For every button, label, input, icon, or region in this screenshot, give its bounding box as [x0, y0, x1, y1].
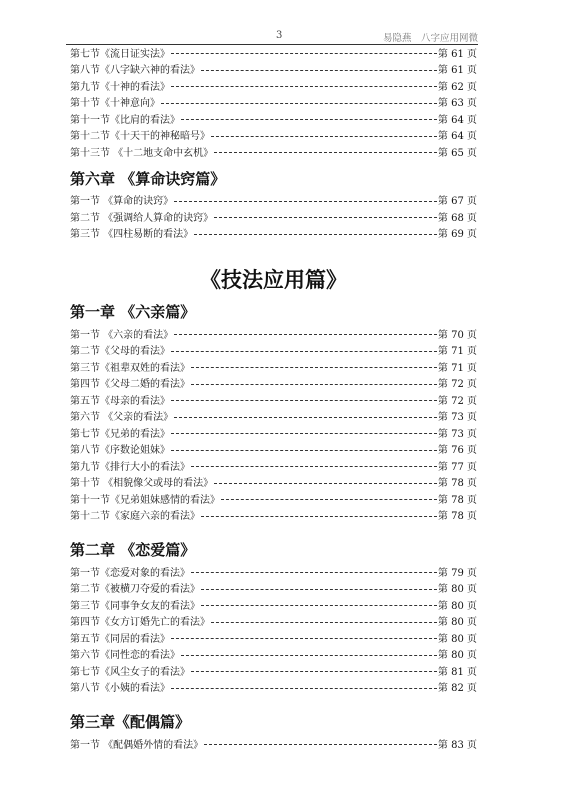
dot-leader — [171, 399, 437, 401]
dot-leader — [221, 498, 437, 500]
toc-entry-page: 第 65 页 — [437, 147, 477, 159]
toc-entry[interactable] — [70, 457, 477, 474]
toc-entry-page: 第 67 页 — [437, 196, 477, 208]
toc-entry-page: 第 69 页 — [437, 229, 477, 241]
toc-entry[interactable] — [70, 629, 477, 646]
toc-entry-page: 第 80 页 — [437, 584, 477, 596]
header-right-text: 易隐燕 八字应用网微 — [382, 33, 478, 44]
toc-entry-page: 第 78 页 — [437, 494, 477, 506]
dot-leader — [171, 52, 437, 54]
toc-entry[interactable] — [70, 61, 477, 78]
toc-entry-label: 第三节《同事争女友的看法》 — [70, 600, 200, 612]
toc-entry-page: 第 72 页 — [437, 379, 477, 391]
dot-leader — [171, 350, 437, 352]
toc-entry[interactable] — [70, 679, 477, 696]
toc-entry[interactable] — [70, 408, 477, 425]
toc-entry[interactable] — [70, 94, 477, 111]
toc-entry-page: 第 79 页 — [437, 567, 477, 579]
toc-entry-label: 第十一节《比肩的看法》 — [70, 114, 180, 126]
toc-entry-label: 第一节 《算命的诀窍》 — [70, 196, 174, 208]
toc-entry-label: 第三节 《四柱易断的看法》 — [70, 229, 194, 241]
toc-entry[interactable] — [70, 192, 477, 209]
toc-entry[interactable] — [70, 596, 477, 613]
dot-leader — [191, 465, 437, 467]
page-header — [0, 27, 562, 43]
toc-entry[interactable] — [70, 613, 477, 630]
toc-entry-page: 第 78 页 — [437, 511, 477, 523]
toc-section-part-chapter3 — [70, 735, 477, 752]
toc-entry-label: 第四节《女方订婚先亡的看法》 — [70, 617, 210, 629]
toc-entry[interactable] — [70, 44, 477, 61]
toc-entry-label: 第七节《兄弟的看法》 — [70, 428, 170, 440]
toc-entry-page: 第 73 页 — [437, 428, 477, 440]
toc-entry-label: 第一节 《配偶婚外情的看法》 — [70, 739, 204, 751]
dot-leader — [171, 85, 437, 87]
toc-entry[interactable] — [70, 342, 477, 359]
toc-entry-page: 第 72 页 — [437, 395, 477, 407]
dot-leader — [174, 416, 437, 418]
toc-entry-label: 第二节《被横刀夺爱的看法》 — [70, 584, 200, 596]
toc-content — [70, 44, 477, 752]
page-number: 3 — [276, 30, 283, 41]
dot-leader — [174, 200, 437, 202]
toc-entry[interactable] — [70, 490, 477, 507]
toc-entry-page: 第 80 页 — [437, 650, 477, 662]
part-title: 《技法应用篇》 — [200, 267, 347, 292]
chapter-title: 第二章 《恋爱篇》 — [70, 541, 196, 559]
toc-entry[interactable] — [70, 441, 477, 458]
toc-entry[interactable] — [70, 474, 477, 491]
toc-entry-page: 第 83 页 — [437, 739, 477, 751]
toc-entry-page: 第 70 页 — [437, 329, 477, 341]
toc-entry[interactable] — [70, 127, 477, 144]
toc-entry-page: 第 76 页 — [437, 445, 477, 457]
chapter-title: 第六章 《算命诀窍篇》 — [70, 169, 226, 188]
dot-leader — [214, 151, 437, 153]
dot-leader — [171, 432, 437, 434]
toc-entry-page: 第 63 页 — [437, 98, 477, 110]
toc-section-top — [70, 44, 477, 160]
toc-entry[interactable] — [70, 391, 477, 408]
toc-entry-page: 第 81 页 — [437, 666, 477, 678]
toc-entry[interactable] — [70, 662, 477, 679]
toc-entry-page: 第 77 页 — [437, 461, 477, 473]
toc-entry-label: 第一节 《六亲的看法》 — [70, 329, 174, 341]
dot-leader — [191, 383, 437, 385]
dot-leader — [181, 118, 437, 120]
toc-entry[interactable] — [70, 563, 477, 580]
dot-leader — [171, 449, 437, 451]
toc-entry-page: 第 61 页 — [437, 48, 477, 60]
dot-leader — [211, 621, 437, 623]
toc-section-part-chapter1 — [70, 325, 477, 523]
dot-leader — [171, 687, 437, 689]
toc-entry-page: 第 82 页 — [437, 683, 477, 695]
toc-entry-page: 第 80 页 — [437, 633, 477, 645]
toc-entry[interactable] — [70, 424, 477, 441]
toc-entry-label: 第十二节《家庭六亲的看法》 — [70, 511, 200, 523]
dot-leader — [214, 482, 437, 484]
toc-entry-label: 第八节《小姨的看法》 — [70, 683, 170, 695]
toc-entry-label: 第九节《十神的看法》 — [70, 81, 170, 93]
toc-entry-label: 第八节《序数论姐妹》 — [70, 445, 170, 457]
toc-entry-page: 第 78 页 — [437, 478, 477, 490]
dot-leader — [214, 216, 437, 218]
dot-leader — [191, 366, 437, 368]
toc-entry-page: 第 71 页 — [437, 346, 477, 358]
dot-leader — [201, 604, 437, 606]
dot-leader — [201, 69, 437, 71]
toc-entry-page: 第 71 页 — [437, 362, 477, 374]
toc-entry-page: 第 68 页 — [437, 212, 477, 224]
toc-entry-page: 第 64 页 — [437, 114, 477, 126]
dot-leader — [204, 743, 437, 745]
toc-entry[interactable] — [70, 735, 477, 752]
chapter-title: 第一章 《六亲篇》 — [70, 303, 196, 321]
toc-entry-label: 第八节《八字缺六神的看法》 — [70, 65, 200, 77]
toc-entry[interactable] — [70, 110, 477, 127]
toc-entry-page: 第 64 页 — [437, 131, 477, 143]
toc-entry-label: 第九节《排行大小的看法》 — [70, 461, 190, 473]
toc-section-chapter6 — [70, 192, 477, 242]
dot-leader — [211, 135, 437, 137]
toc-entry-label: 第六节 《父亲的看法》 — [70, 412, 174, 424]
toc-entry-page: 第 80 页 — [437, 600, 477, 612]
toc-entry-label: 第二节《父母的看法》 — [70, 346, 170, 358]
dot-leader — [171, 637, 437, 639]
toc-entry-page: 第 61 页 — [437, 65, 477, 77]
toc-entry-label: 第七节《风尘女子的看法》 — [70, 666, 190, 678]
toc-entry-label: 第五节《母亲的看法》 — [70, 395, 170, 407]
toc-entry[interactable] — [70, 358, 477, 375]
toc-entry[interactable] — [70, 77, 477, 94]
toc-entry-label: 第四节《父母二婚的看法》 — [70, 379, 190, 391]
chapter-title: 第三章《配偶篇》 — [70, 713, 191, 731]
dot-leader — [161, 102, 437, 104]
toc-entry[interactable] — [70, 507, 477, 524]
dot-leader — [194, 233, 437, 235]
toc-entry-page: 第 73 页 — [437, 412, 477, 424]
toc-entry[interactable] — [70, 225, 477, 242]
dot-leader — [174, 333, 437, 335]
toc-entry-label: 第十三节 《十二地支命中玄机》 — [70, 147, 214, 159]
dot-leader — [191, 571, 437, 573]
toc-entry[interactable] — [70, 646, 477, 663]
toc-entry-label: 第二节 《强调给人算命的诀窍》 — [70, 212, 214, 224]
toc-entry-label: 第十一节《兄弟姐妹感情的看法》 — [70, 494, 220, 506]
dot-leader — [191, 670, 437, 672]
toc-entry-page: 第 62 页 — [437, 81, 477, 93]
toc-entry-label: 第三节《祖辈双姓的看法》 — [70, 362, 190, 374]
toc-entry-label: 第五节《同居的看法》 — [70, 633, 170, 645]
toc-section-part-chapter2 — [70, 563, 477, 695]
dot-leader — [201, 515, 437, 517]
toc-entry[interactable] — [70, 375, 477, 392]
dot-leader — [201, 588, 437, 590]
toc-entry-label: 第十节《十神意向》 — [70, 98, 160, 110]
toc-entry[interactable] — [70, 208, 477, 225]
dot-leader — [181, 654, 437, 656]
toc-entry-label: 第十节 《相貌像父或母的看法》 — [70, 478, 214, 490]
toc-entry-label: 第六节《同性恋的看法》 — [70, 650, 180, 662]
toc-entry[interactable] — [70, 143, 477, 160]
toc-entry-label: 第一节《恋爱对象的看法》 — [70, 567, 190, 579]
toc-entry-page: 第 80 页 — [437, 617, 477, 629]
toc-entry-label: 第十二节《十天干的神秘暗号》 — [70, 131, 210, 143]
toc-entry[interactable] — [70, 580, 477, 597]
toc-entry-label: 第七节《流日证实法》 — [70, 48, 170, 60]
toc-entry[interactable] — [70, 325, 477, 342]
